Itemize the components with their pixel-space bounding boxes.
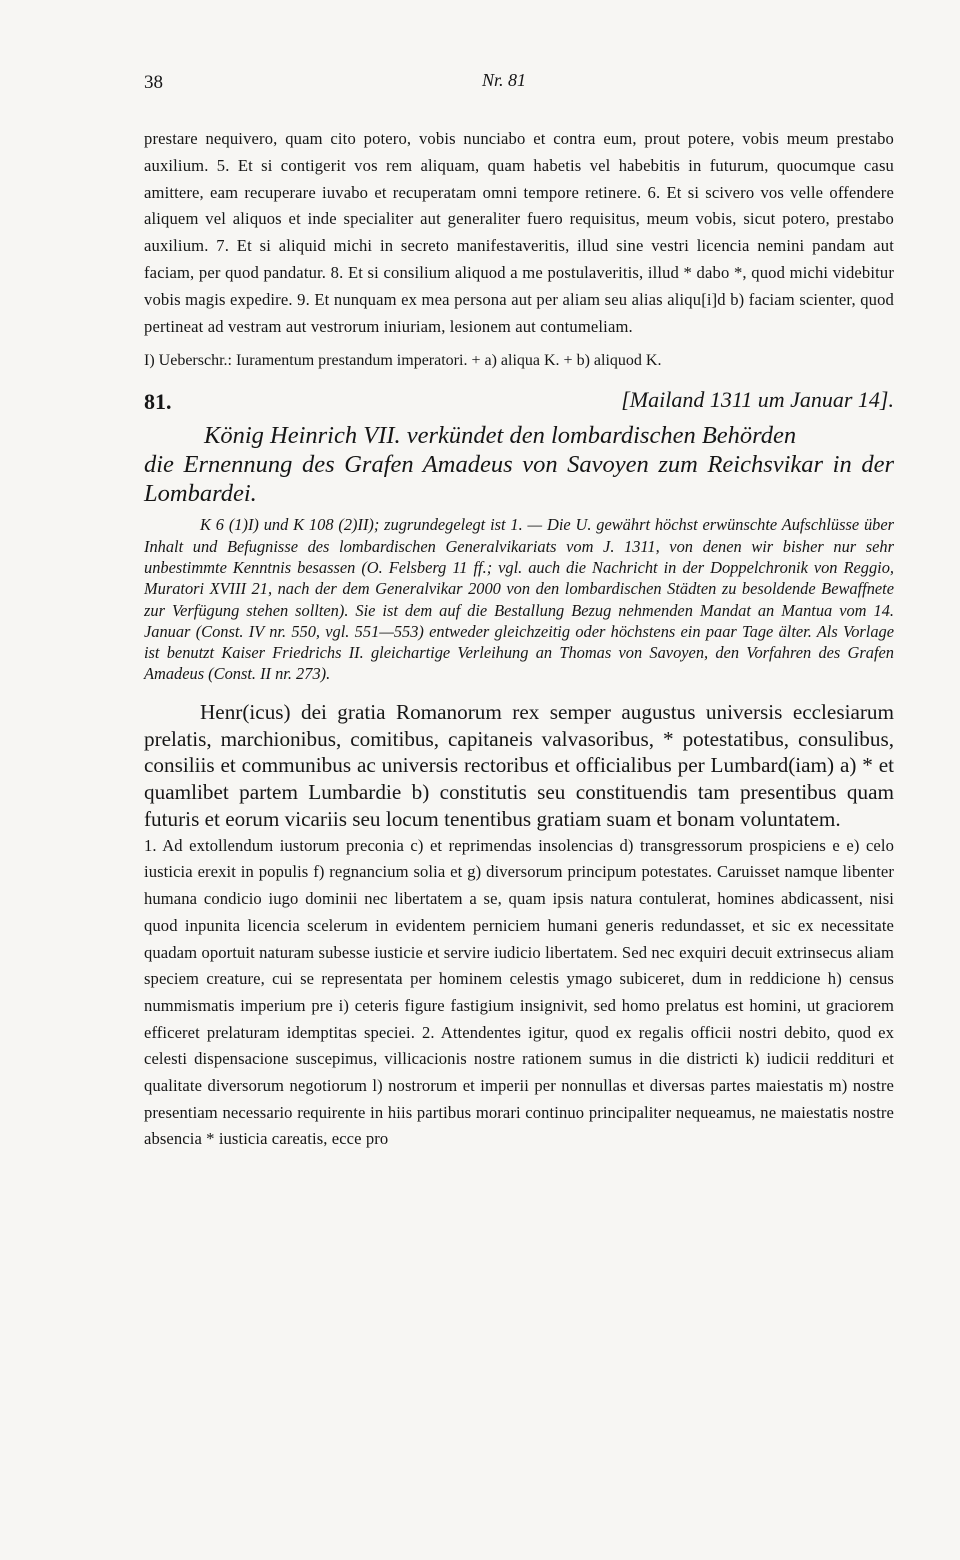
source-note: K 6 (1)I) und K 108 (2)II); zugrundegelegt ist 1. — Die U. gewährt höchst erwünschte Aufschlüsse über Inhalt und Befugnisse des lombardischen Generalvikariats vom J. 1311, von denen wir bisher nur sehr unbestimmte Kenntnis besassen (O. Felsberg 11 ff.; vgl. auch die Nachricht in der Doppelchronik von Reggio, Muratori XVIII 21, nach der dem Generalvikar 2000 von den lombardischen Städten zu besoldende Bewaffnete zur Verfügung stehen sollten). Sie ist dem auf die Bestallung Bezug nehmenden Mandat an Mantua vom 14. Januar (Const. IV nr. 550, vgl. 551—553) entweder gleichzeitig oder höchstens ein paar Tage älter. Als Vorlage ist benutzt Kaiser Friedrichs II. gleichartige Verleihung an Thomas von Savoyen, den Vorfahren des Grafen Amadeus (Const. II nr. 273).: [144, 515, 894, 684]
document-date: [Mailand 1311 um Januar 14].: [621, 387, 894, 413]
document-title-rest: die Ernennung des Grafen Amadeus von Savoyen zum Reichsvikar in der Lombardei.: [144, 451, 894, 508]
intitulatio: Henr(icus) dei gratia Romanorum rex semper augustus universis ecclesiarum prelatis, marchionibus, comitibus, capitaneis valvasoribus, * potestatibus, consulibus, consiliis et communibus ac universis rectoribus et officialibus per Lumbard(iam) a) * et quamlibet partem Lumbardie b) constitutis seu constituendis tam presentibus quam futuris et eorum vicariis seu locum tenentibus gratiam suam et bonam voluntatem.: [144, 699, 894, 831]
page-number: 38: [144, 72, 163, 93]
document-number: 81.: [144, 389, 172, 415]
document-body-text: 1. Ad extollendum iustorum preconia c) et reprimendas insolencias d) transgressorum prospiciens e e) celo iusticia erexit in populis f) regnancium solia et g) diversorum principum potestates. Caruisset namque libenter humana condicio iugo dominii nec libertatem a se, quam ipsis natura contulerat, homines abdicassent, nisi quod inpunita licencia scelerum in evidentem perniciem humani generis redundasset, et sic ex necessitate quadam oportuit naturam subesse iusticie et servire iudicio libertatem. Sed nec exquiri decuit extrinsecus aliam speciem creature, cui se representata per hominem celestis ymago subiceret, dum in reddicione h) census nummismatis imperium pre i) ceteris figure fastigium insignivit, sed homo prelatus est homini, ut graciorem efficeret prelaturam idemptitas speciei. 2. Attendentes igitur, quod ex regalis officii nostri debito, quod ex celesti dispensacione suscepimus, villicacionis nostre rationem sumus in die districti k) iudicii reddituri et qualitate diversorum negotiorum l) nostrorum et imperii per nonnullas et diversas partes maiestatis m) nostre presentiam necessario requirente in hiis partibus morari continuo principaliter nequeamus, ne maiestatis nostre absencia * iusticia careatis, ecce pro: [144, 835, 894, 1149]
page-header: [144, 68, 894, 102]
document-title: [144, 421, 894, 508]
document-heading: [144, 387, 894, 421]
footnote: I) Ueberschr.: Iuramentum prestandum imperatori. + a) aliqua K. + b) aliquod K.: [144, 352, 662, 370]
continued-oath-text: prestare nequivero, quam cito potero, vobis nunciabo et contra eum, prout potere, vobis meum prestabo auxilium. 5. Et si contigerit vos rem aliquam, quam habetis vel habebitis in futurum, quocumque casu amittere, eam recuperare iuvabo et recuperatam omni tempore retinere. 6. Et si scivero vos velle offendere aliquem vel aliquos et inde specialiter aut generaliter fuero requisitus, meum vobis, sicut potero, prestabo auxilium. 7. Et si aliquid michi in secreto manifestaveritis, illud sine vestri licencia nemini pandam aut faciam, per quod pandatur. 8. Et si consilium aliquod a me postulaveritis, illud * dabo *, quod michi videbitur vobis magis expedire. 9. Et nunquam ex mea persona aut per aliam seu alias aliqu[i]d b) faciam scienter, quod pertineat ad vestram aut vestrorum iniuriam, lesionem aut contumeliam.: [144, 129, 894, 336]
document-title-first-line: König Heinrich VII. verkündet den lombardischen Behörden: [204, 422, 797, 450]
running-head: Nr. 81: [482, 70, 527, 90]
